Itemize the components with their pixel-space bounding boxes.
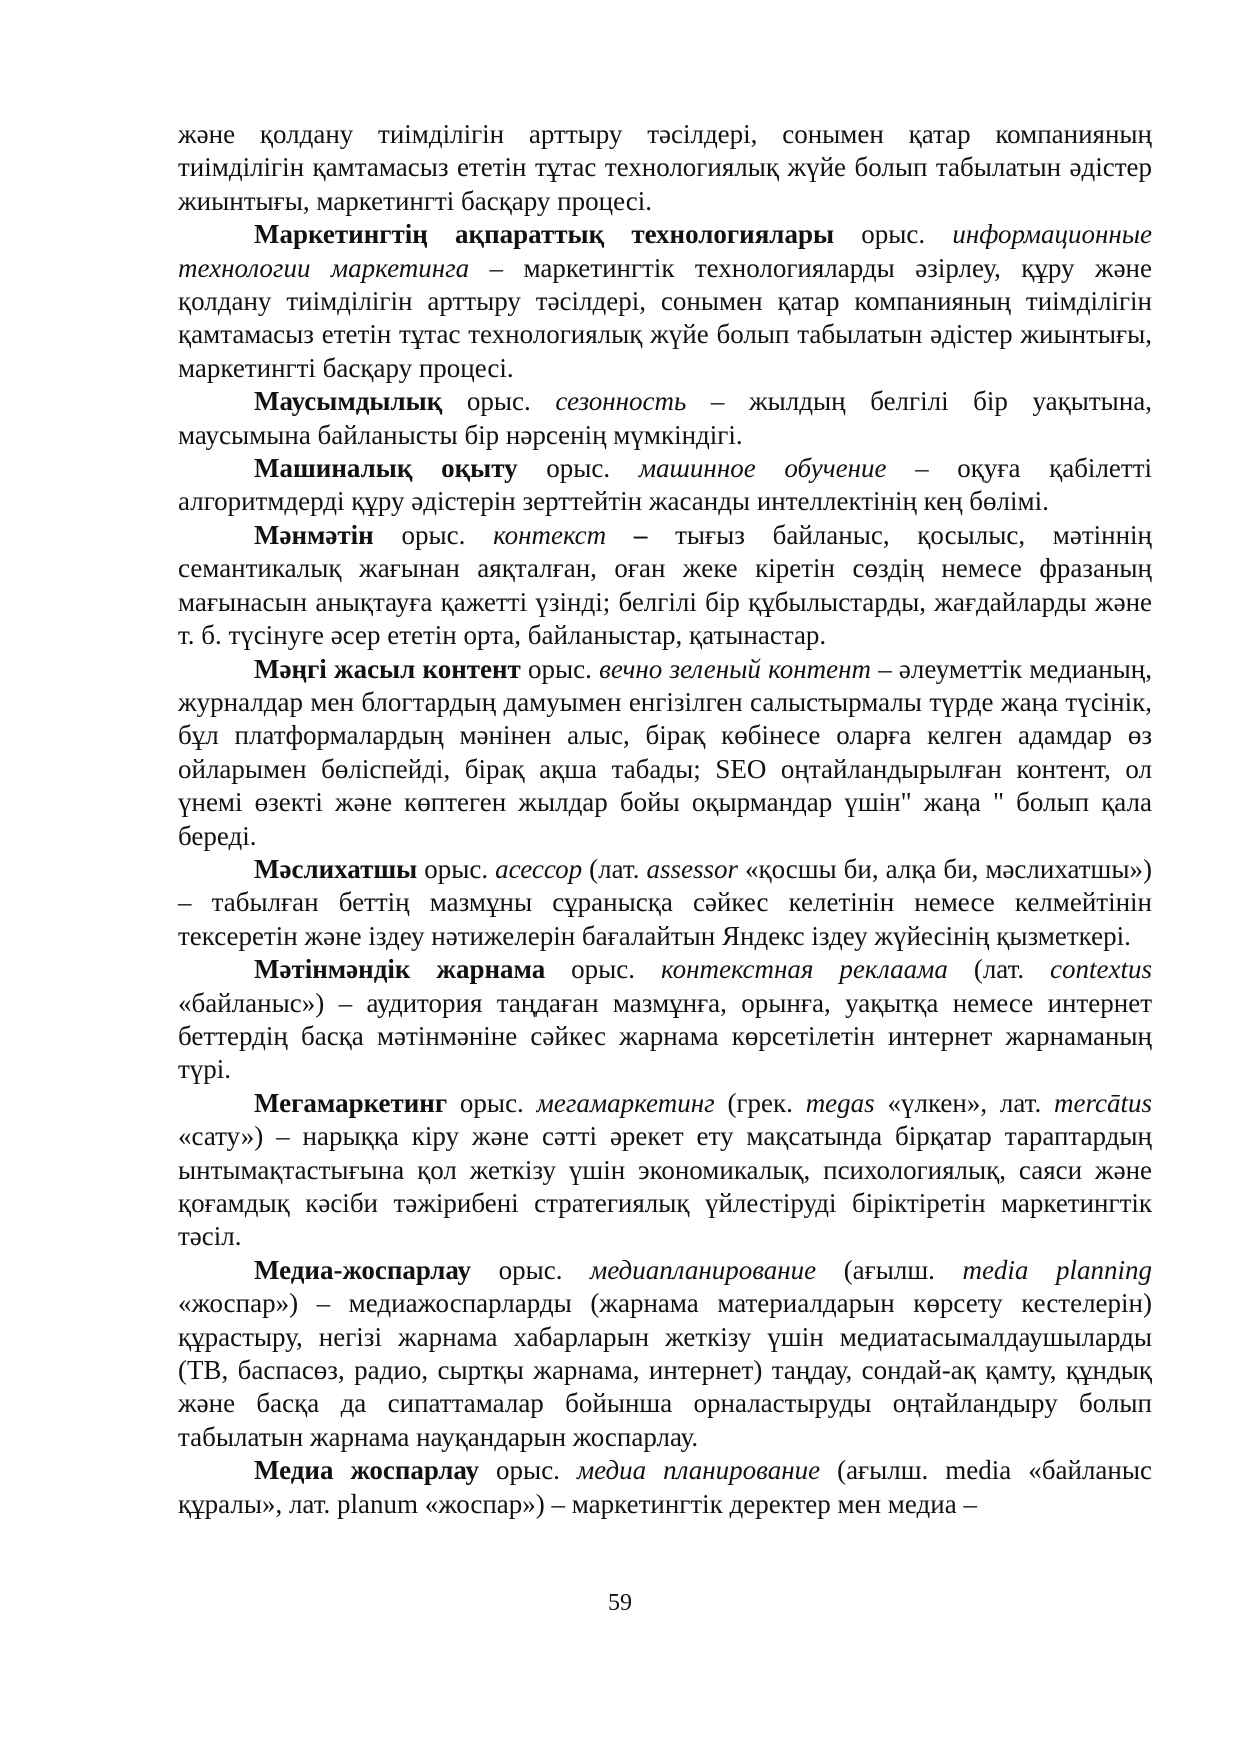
entry-lang-label: орыс.: [517, 453, 639, 484]
entry-definition: – маркетингтік технологияларды әзірлеу, құру және қолдану тиімділігін арттыру тәсілдері, сонымен қатар компанияның тиімділігін қамтамасыз ететін тұтас технологиялық жүйе болып табылатын әдістер жиынтығы, маркетингті басқару процесі.: [178, 252, 1152, 383]
entry-definition: – жылдың белгілі бір уақытына, маусымына байланысты бір нәрсенің мүмкіндігі.: [178, 386, 1153, 450]
entry-definition: – оқуға қабілетті алгоритмдерді құру әдістерін зерттейтін жасанды интеллектінің кең бөлімі.: [178, 453, 1152, 517]
entry-term: Маркетингтің ақпараттық технологиялары: [254, 219, 835, 250]
entry-term: Мәтінмәндік жарнама: [254, 954, 546, 985]
entry-definition: «сату») – нарыққа кіру және сәтті әрекет ету мақсатында бірқатар тараптардың ынтымақтастығына қол жеткізу үшін экономикалық, психологиялық, саяси және қоғамдық кәсіби тәжірибені стратегиялық үйлестіруді біріктіретін маркетингтік тәсіл.: [178, 1121, 1152, 1252]
entry-term: Мегамаркетинг: [254, 1087, 448, 1118]
entry-definition: «қосшы би, алқа би, мәслихатшы») – табылған беттің мазмұны сұранысқа сәйкес келетінін немесе келмейтінін тексеретін және іздеу нәтижелерін бағалайтын Яндекс іздеу жүйесінің қызметкері.: [178, 853, 1152, 951]
glossary-entry-contextual-advertising: [178, 953, 1152, 1087]
entry-lang-label: орыс.: [520, 653, 600, 684]
entry-term: Мәңгі жасыл контент: [254, 653, 521, 684]
entry-russian-term: медиа планирование: [576, 1455, 821, 1486]
entry-latin-term: assessor: [646, 853, 738, 884]
entry-etymology-label: (лат.: [947, 954, 1051, 985]
glossary-entry-media-planning: [178, 1254, 1152, 1454]
entry-etymology-label-2: «үлкен», лат.: [874, 1087, 1055, 1118]
entry-etymology-label: (ағылш.: [816, 1254, 963, 1285]
entry-definition: «жоспар») – медиажоспарларды (жарнама материалдарын көрсету кестелерін) құрастыру, негізі жарнама хабарларын жеткізу үшін медиатасымалдаушыларды (ТВ, баспасөз, радио, сыртқы жарнама, интернет) таңдау, сондай-ақ қамту, құндық және басқа да сипаттамалар бойынша орналастыруды оңтайландыру болып табылатын жарнама науқандарын жоспарлау.: [178, 1288, 1152, 1452]
entry-etymology-label: (грек.: [714, 1087, 806, 1118]
entry-definition: – әлеуметтік медианың, журналдар мен блогтардың дамуымен енгізілген салыстырмалы түрде жаңа түсінік, бұл платформалардың мәнінен алыс, бірақ көбінесе оларға келген адамдар өз ойларымен бөліспейді, бірақ ақша табады; SEO оңтайландырылған контент, ол үнемі өзекті және көптеген жылдар бойы оқырмандар үшін" жаңа " болып қала береді.: [178, 653, 1153, 851]
entry-lang-label: орыс.: [447, 1087, 537, 1118]
entry-term: Мәслихатшы: [254, 853, 418, 884]
glossary-entry-context: [178, 519, 1152, 653]
entry-lang-label: орыс.: [417, 853, 496, 884]
entry-russian-term: сезонность: [555, 386, 687, 417]
entry-russian-term: медиапланирование: [590, 1254, 817, 1285]
glossary-entry-megamarketing: [178, 1087, 1152, 1254]
entry-term: Маусымдылық: [254, 386, 443, 417]
entry-latin-term: contextus: [1050, 954, 1153, 985]
entry-definition: тығыз байланыс, қосылыс, мәтіннің семантикалық жағынан аяқталған, оған жеке кіретін сөздің немесе фразаның мағынасын анықтауға қажетті үзінді; белгілі бір құбылыстарды, жағдайларды және т. б. түсінуге әсер ететін орта, байланыстар, қатынастар.: [178, 519, 1153, 651]
glossary-entry-marketing-it: [178, 218, 1152, 385]
entry-latin-term: mercātus: [1054, 1087, 1153, 1118]
entry-greek-term: megas: [805, 1087, 875, 1118]
glossary-entry-media-planning-2: [178, 1454, 1152, 1521]
entry-russian-term: информационные технологии маркетинга: [178, 219, 1152, 283]
glossary-entry-machine-learning: [178, 452, 1152, 519]
entry-definition: (ағылш. media «байланыс құралы», лат. planum «жоспар») – маркетингтік деректер мен медиа –: [178, 1455, 1152, 1519]
entry-term: Медиа жоспарлау: [254, 1455, 480, 1486]
entry-russian-term: контекстная реклаама: [660, 954, 948, 985]
entry-term: Машиналық оқыту: [254, 453, 518, 484]
continuation-paragraph: және қолдану тиімділігін арттыру тәсілдері, сонымен қатар компанияның тиімділігін қамтамасыз ететін тұтас технологиялық жүйе болып табылатын әдістер жиынтығы, маркетингті басқару процесі.: [178, 119, 1152, 216]
entry-lang-label: орыс.: [471, 1254, 591, 1285]
entry-term: Мәнмәтін: [254, 519, 374, 550]
entry-etymology-label: (лат.: [582, 853, 647, 884]
document-page: [178, 118, 1152, 1521]
entry-lang-label: орыс.: [545, 954, 661, 985]
entry-russian-term: мегамаркетинг: [536, 1087, 715, 1118]
entry-dash: –: [606, 519, 648, 550]
entry-definition: «байланыс») – аудитория таңдаған мазмұнға, орынға, уақытқа немесе интернет беттердің басқа мәтінмәніне сәйкес жарнама көрсетілетін интернет жарнаманың түрі.: [178, 987, 1152, 1085]
entry-lang-label: орыс.: [373, 519, 494, 550]
entry-lang-label: орыс.: [442, 386, 556, 417]
entry-lang-label: орыс.: [834, 219, 953, 250]
entry-russian-term: машинное обучение: [638, 453, 887, 484]
entry-russian-term: вечно зеленый контент: [599, 653, 871, 684]
entry-lang-label: орыс.: [479, 1455, 577, 1486]
entry-term: Медиа-жоспарлау: [254, 1254, 472, 1285]
entry-english-term: media planning: [962, 1254, 1152, 1285]
glossary-entry-evergreen-content: [178, 653, 1152, 853]
glossary-entry-assessor: [178, 853, 1152, 953]
page-number: 59: [608, 1590, 632, 1616]
entry-russian-term: контекст: [493, 519, 607, 550]
entry-russian-term: асессор: [495, 853, 583, 884]
glossary-entry-seasonality: [178, 385, 1152, 452]
